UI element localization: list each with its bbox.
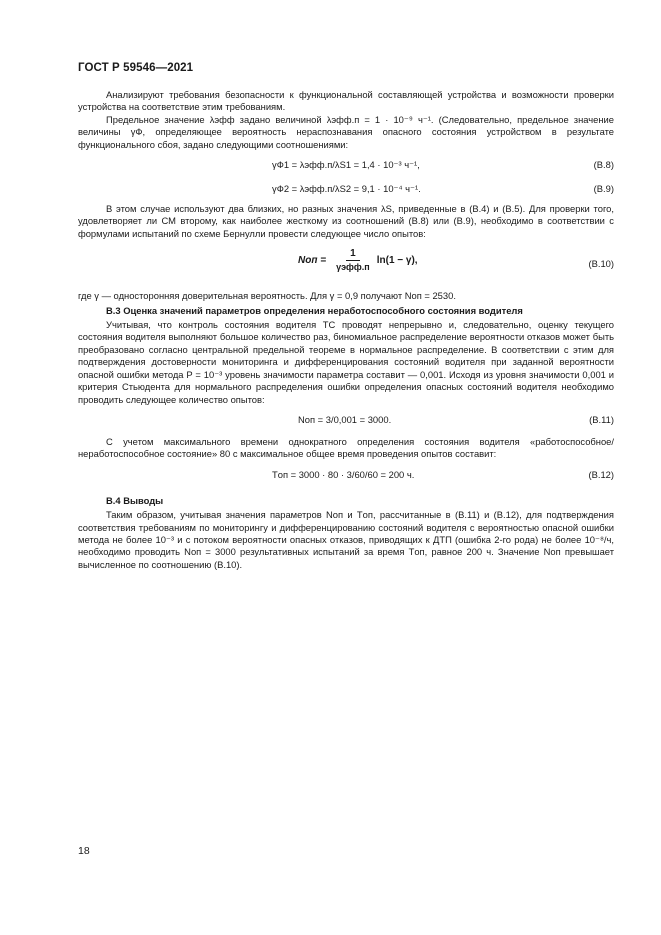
equation-b12-number: (В.12) xyxy=(588,468,614,480)
equation-b10 xyxy=(78,248,614,280)
standard-title: ГОСТ Р 59546—2021 xyxy=(78,62,194,74)
equation-b9-number: (В.9) xyxy=(593,183,614,195)
page-number: 18 xyxy=(78,845,90,857)
equation-b12-text: Tоп = 3000 · 80 · 3/60/60 = 200 ч. xyxy=(272,468,415,480)
equation-b10-numerator: 1 xyxy=(346,248,360,261)
equation-b10-fraction xyxy=(332,248,374,273)
equation-b9 xyxy=(78,183,614,197)
equation-b9-text: γФ2 = λэфф.п/λS2 = 9,1 · 10⁻⁴ ч⁻¹. xyxy=(272,183,421,195)
equation-b10-number: (В.10) xyxy=(588,258,614,270)
paragraph-gamma-definition: где γ — односторонняя доверительная вероятность. Для γ = 0,9 получают Nоп = 2530. xyxy=(78,290,456,302)
equation-b8-text: γФ1 = λэфф.п/λS1 = 1,4 · 10⁻³ ч⁻¹, xyxy=(272,159,420,171)
equation-b10-lhs: Nоп = xyxy=(298,254,327,266)
paragraph-driver-monitoring: Учитывая, что контроль состояния водителя ТС проводят непрерывно и, следовательно, оценку текущего состояния водителя выполняют большое количество раз, биномиальное распределение вероятности отказов может быть преобразовано согласно центральной предельной теореме в нормальное распределение. В соответствии с этим для подтверждения достоверности мониторинга и дифференцирования состояний водителя при заданной вероятности опасной ошибки метода P = 10⁻³ уровень значимости параметра составит — 0,001. Исходя из уровня значимости 0,001 и критерия Стьюдента для нормального распределения ошибки определения опасных состояний водителя необходимо проводить следующее количество опытов: xyxy=(78,319,614,405)
equation-b12 xyxy=(78,469,614,483)
section-heading-b3: В.3 Оценка значений параметров определения неработоспособного состояния водителя xyxy=(106,304,523,316)
equation-b8-number: (В.8) xyxy=(593,159,614,171)
section-heading-b4: В.4 Выводы xyxy=(106,494,164,506)
equation-b8 xyxy=(78,159,614,173)
paragraph-limit-value: Предельное значение λэфф задано величиной λэфф.п = 1 · 10⁻⁹ ч⁻¹. (Следовательно, предельное значение величины γФ, определяющее вероятность нераспознавания опасного состояния устройством в результате функционального сбоя, задано следующими соотношениями: xyxy=(78,113,614,150)
paragraph-bernoulli: В этом случае используют два близких, но разных значения λS, приведенные в (В.4) и (В.5). Для проверки того, удовлетворяет ли СМ второму, как наиболее жесткому из соотношений (В.8) или (В.9), необходимо в соответствии с формулами испытаний по схеме Бернулли провести следующее число опытов: xyxy=(78,203,614,239)
paragraph-max-time: С учетом максимального времени однократного определения состояния водителя «работоспособное/неработоспособное состояние» 80 с максимальное общее время проведения опытов составит: xyxy=(78,435,614,460)
equation-b11 xyxy=(78,414,614,428)
equation-b11-number: (В.11) xyxy=(589,413,614,425)
equation-b11-text: Nоп = 3/0,001 = 3000. xyxy=(298,413,392,425)
equation-b10-rhs: ln(1 − γ), xyxy=(376,254,418,266)
equation-b10-formula xyxy=(298,248,418,273)
page-body xyxy=(78,89,614,571)
paragraph-conclusions: Таким образом, учитывая значения параметров Nоп и Tоп, рассчитанные в (В.11) и (В.12), для подтверждения соответствия требованиям по мониторингу и дифференцированию состояний водителя с вероятностью опасной ошибки метода не более 10⁻³ и с потоком вероятности опасных отказов, приводящих к ДТП (ошибка 2-го рода) не более 10⁻⁸/ч, необходимо проводить Nоп = 3000 результативных испытаний за время Tоп, равное 200 ч. Значение Nоп превышает вычисленное по соотношению (В.10). xyxy=(78,509,614,570)
equation-b10-denominator: γэфф.п xyxy=(336,262,370,273)
paragraph-requirements: Анализируют требования безопасности к функциональной составляющей устройства и возможности проверки устройства на соответствие этим требованиям. xyxy=(78,89,614,113)
